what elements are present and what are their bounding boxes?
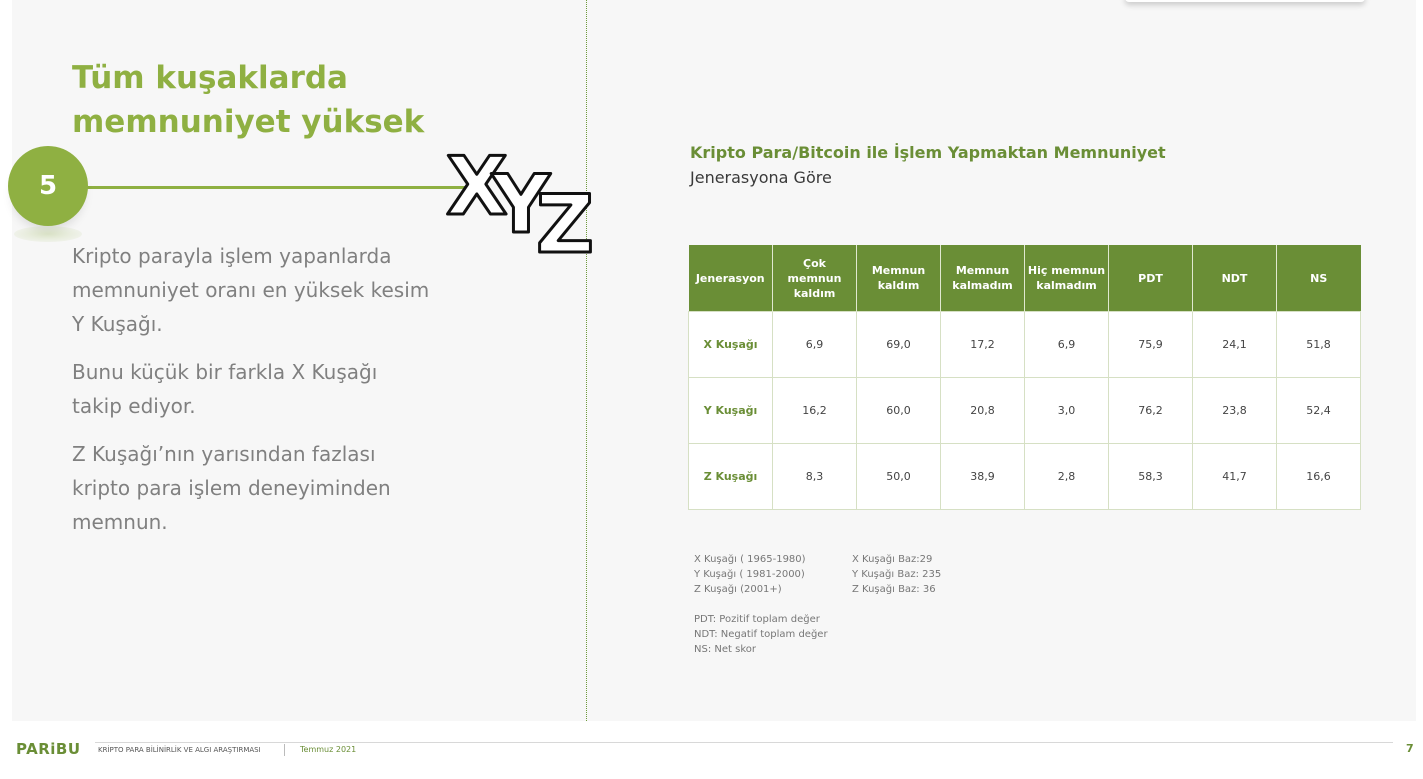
sample-base-x: X Kuşağı Baz:29 — [852, 554, 933, 565]
table-cell: 20,8 — [941, 378, 1025, 444]
footer — [0, 735, 1423, 765]
table-cell: 75,9 — [1109, 312, 1193, 378]
col-header-satisfied: Memnun kaldım — [857, 245, 941, 312]
footer-separator — [284, 744, 285, 756]
table-cell: 3,0 — [1025, 378, 1109, 444]
chart-subtitle: Jenerasyona Göre — [690, 168, 832, 187]
column-divider — [586, 0, 587, 721]
table-cell: 52,4 — [1277, 378, 1361, 444]
table-cell: 51,8 — [1277, 312, 1361, 378]
report-name: KRİPTO PARA BİLİNİRLİK VE ALGI ARAŞTIRMASI — [98, 746, 261, 754]
table-cell: 23,8 — [1193, 378, 1277, 444]
table-row — [689, 378, 1361, 444]
satisfaction-table — [688, 245, 1361, 510]
generation-range-y: Y Kuşağı ( 1981-2000) — [694, 569, 805, 580]
generation-range-z: Z Kuşağı (2001+) — [694, 584, 782, 595]
table-row — [689, 312, 1361, 378]
table-cell: 41,7 — [1193, 444, 1277, 510]
page-number: 7 — [1406, 742, 1414, 755]
step-connector-line — [85, 186, 475, 189]
col-header-generation: Jenerasyon — [689, 245, 773, 312]
abbreviation-legend — [694, 612, 894, 657]
body-paragraph-3: Z Kuşağı’nın yarısından fazlası kripto para işlem deneyiminden memnun. — [72, 442, 391, 534]
col-header-not-satisfied: Memnun kalmadım — [941, 245, 1025, 312]
legend-ndt: NDT: Negatif toplam değer — [694, 629, 828, 640]
table-cell: 8,3 — [773, 444, 857, 510]
brand-logo: PARiBU — [16, 740, 81, 758]
body-paragraph-1: Kripto parayla işlem yapanlarda memnuniyet oranı en yüksek kesim Y Kuşağı. — [72, 244, 430, 336]
generation-range-x: X Kuşağı ( 1965-1980) — [694, 554, 806, 565]
table-notes — [694, 552, 942, 655]
table-cell: 76,2 — [1109, 378, 1193, 444]
table-cell: 50,0 — [857, 444, 941, 510]
col-header-ns: NS — [1277, 245, 1361, 312]
xyz-letter-y: Y — [492, 158, 550, 251]
table-cell: Z Kuşağı — [689, 444, 773, 510]
table-cell: 38,9 — [941, 444, 1025, 510]
title-line-1: Tüm kuşaklarda — [72, 60, 348, 96]
sample-base-z: Z Kuşağı Baz: 36 — [852, 584, 936, 595]
table-cell: 58,3 — [1109, 444, 1193, 510]
xyz-logo-icon — [444, 140, 608, 258]
body-paragraph-2: Bunu küçük bir farkla X Kuşağı takip ediyor. — [72, 360, 378, 418]
table-row — [689, 444, 1361, 510]
table-cell: 16,2 — [773, 378, 857, 444]
body-text — [72, 239, 432, 553]
table-cell: 17,2 — [941, 312, 1025, 378]
col-header-not-at-all-satisfied: Hiç memnun kalmadım — [1025, 245, 1109, 312]
col-header-ndt: NDT — [1193, 245, 1277, 312]
report-date: Temmuz 2021 — [300, 745, 357, 754]
footer-divider — [95, 742, 1393, 743]
table-cell: 6,9 — [773, 312, 857, 378]
sample-base-y: Y Kuşağı Baz: 235 — [852, 569, 942, 580]
top-card-edge — [1125, 0, 1365, 2]
table-cell: 60,0 — [857, 378, 941, 444]
legend-ns: NS: Net skor — [694, 644, 756, 655]
table-cell: X Kuşağı — [689, 312, 773, 378]
xyz-letter-x: X — [446, 140, 508, 233]
table-cell: 24,1 — [1193, 312, 1277, 378]
title-line-2: memnuniyet yüksek — [72, 104, 425, 140]
chart-title: Kripto Para/Bitcoin ile İşlem Yapmaktan Memnuniyet — [690, 143, 1166, 162]
step-number-badge: 5 — [8, 146, 88, 226]
sample-bases — [852, 552, 992, 597]
generation-ranges — [694, 552, 806, 597]
legend-pdt: PDT: Pozitif toplam değer — [694, 614, 820, 625]
table-cell: 16,6 — [1277, 444, 1361, 510]
table-cell: 6,9 — [1025, 312, 1109, 378]
table-cell: Y Kuşağı — [689, 378, 773, 444]
col-header-pdt: PDT — [1109, 245, 1193, 312]
table-cell: 2,8 — [1025, 444, 1109, 510]
xyz-letter-z: Z — [536, 178, 595, 258]
table-cell: 69,0 — [857, 312, 941, 378]
table-header-row — [689, 245, 1361, 312]
col-header-very-satisfied: Çok memnun kaldım — [773, 245, 857, 312]
page-title — [72, 56, 492, 144]
